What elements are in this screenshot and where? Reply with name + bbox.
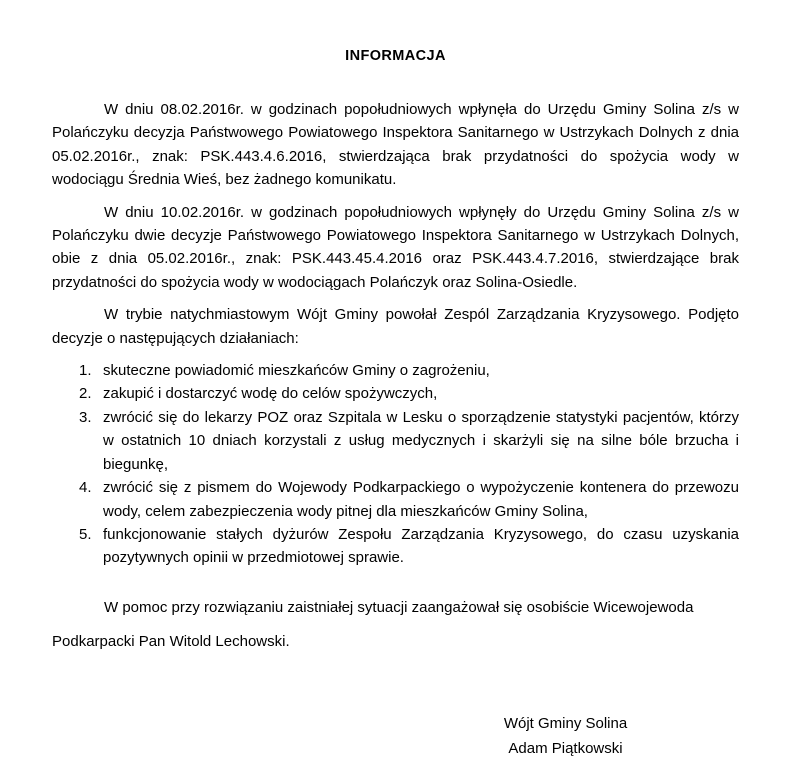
page-title: INFORMACJA [345,48,446,64]
signature-block [52,711,739,761]
list-item: skuteczne powiadomić mieszkańców Gminy o zagrożeniu, [103,362,490,380]
list-item: zakupić i dostarczyć wodę do celów spożywczych, [103,385,438,403]
closing-block [52,591,739,659]
signature-role: Wójt Gminy Solina [503,714,628,732]
paragraph-closing [52,591,739,659]
paragraph-crisis-team: W trybie natychmiastowym Wójt Gminy powołał Zespól Zarządzania Kryzysowego. Podjęto decyzje o następujących działaniach: [52,306,739,347]
paragraph-second-decisions: W dniu 10.02.2016r. w godzinach popołudniowych wpłynęły do Urzędu Gminy Solina z/s w Polańczyku dwie decyzje Państwowego Powiatowego Inspektora Sanitarnego w Ustrzykach Dolnych, obie z dnia 05.02.2016r., znak: PSK.443.45.4.2016 oraz PSK.443.4.7.2016, stwierdzające brak przydatności do spożycia wody w wodociągach Polańczyk oraz Solina-Osiedle. [52,203,739,291]
list-item: zwrócić się z pismem do Wojewody Podkarpackiego o wypożyczenie kontenera do przewozu wody, celem zabezpieczenia wody pitnej dla mieszkańców Gminy Solina, [103,479,739,520]
paragraph-first-decision: W dniu 08.02.2016r. w godzinach popołudniowych wpłynęła do Urzędu Gminy Solina z/s w Polańczyku decyzja Państwowego Powiatowego Inspektora Sanitarnego w Ustrzykach Dolnych z dnia 05.02.2016r., znak: PSK.443.4.6.2016, stwierdzająca brak przydatności do spożycia wody w wodociągu Średnia Wieś, bez żadnego komunikatu. [52,101,739,189]
document-body [52,98,739,761]
list-item: zwrócić się do lekarzy POZ oraz Szpitala w Lesku o sporządzenie statystyki pacjentów, którzy w ostatnich 10 dniach korzystali z usług medycznych i skarżyli się na silne bóle brzucha i biegunkę, [103,408,739,473]
closing-line-2: Podkarpacki Pan Witold Lechowski. [52,632,290,650]
list-item: funkcjonowanie stałych dyżurów Zespołu Zarządzania Kryzysowego, do czasu uzyskania pozytywnych opinii w przedmiotowej sprawie. [103,525,739,567]
closing-line-1: W pomoc przy rozwiązaniu zaistniałej sytuacji zaangażował się osobiście Wicewojewoda [104,598,694,616]
actions-list [52,359,739,570]
signature-name: Adam Piątkowski [508,739,623,757]
